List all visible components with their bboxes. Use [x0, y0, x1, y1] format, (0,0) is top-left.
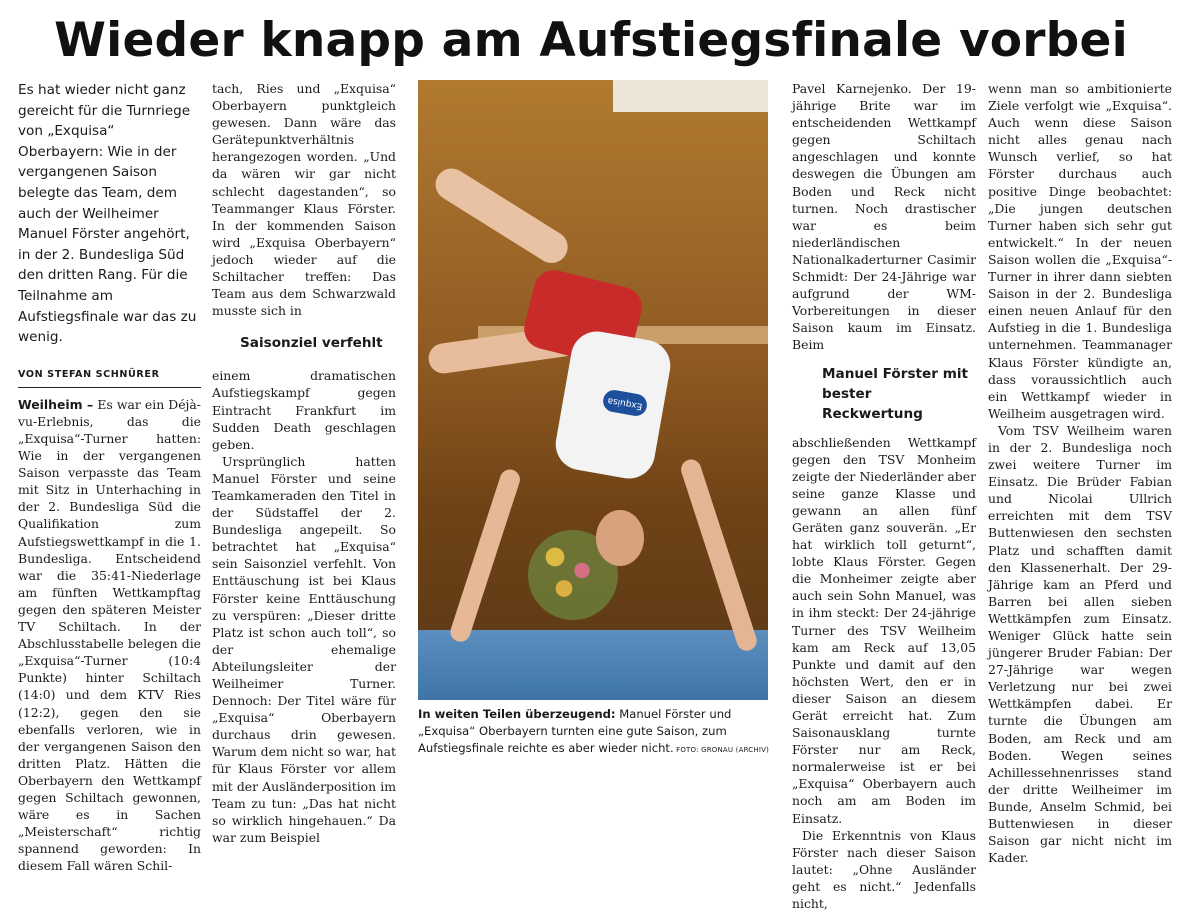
hall-window — [613, 80, 768, 112]
body-paragraph: Pavel Karnejenko. Der 19-jährige Brite war im entscheidenden Wettkampf gegen Schiltach angeschlagen und konnte deswegen die Übungen am Boden und Reck nicht turnen. Noch drastischer war es beim niederländischen Nationalkaderturner Casimir Schmidt: Der 24-Jährige war aufgrund der WM-Vorbereitungen in dieser Saison kaum im Einsatz. Beim — [792, 81, 976, 353]
gymnast-leg — [430, 162, 574, 269]
photo-caption — [418, 706, 770, 759]
photo-credit: FOTO: GRONAU (ARCHIV) — [673, 746, 770, 754]
subheading-reckwertung: Manuel Förster mit bester Reckwertung — [822, 365, 969, 422]
body-paragraph: einem dramatischen Aufstiegskampf gegen Eintracht Frankfurt im Sudden Death geschlagen geben. — [212, 368, 396, 452]
gymnast-photo — [418, 80, 768, 700]
subheading-saisonziel: Saisonziel verfehlt — [240, 335, 383, 352]
column-4 — [792, 80, 976, 912]
gym-floor — [418, 630, 768, 700]
column-2 — [212, 80, 396, 846]
shirt-logo: Exquisa — [601, 388, 648, 417]
body-paragraph — [18, 396, 201, 875]
body-paragraph: Vom TSV Weilheim waren in der 2. Bundesliga noch zwei weitere Turner im Einsatz. Die Brüder Fabian und Nicolai Ullrich erreichten mit dem TSV Buttenwiesen den sechsten Platz und schafften damit den Klassenerhalt. Der 29-Jährige kam an Pferd und Barren bei allen sieben Wettkämpfen zum Einsatz. Weniger Glück hatte sein jüngerer Bruder Fabian: Der 27-Jährige war wegen Verletzung nur bei zwei Wettkämpfen dabei. Er turnte die Übungen am Boden, am Reck und am Boden. Wegen seines Achillessehnenrisses stand der dritte Weilheimer im Bunde, Anselm Schmid, bei Buttenwiesen in dieser Saison gar nicht nicht im Kader. — [988, 422, 1172, 866]
column-1 — [18, 80, 201, 874]
body-paragraph: tach, Ries und „Exquisa“ Oberbayern punktgleich gewesen. Dann wäre das Gerätepunktverhältnis herangezogen worden. „Und da wären wir gar nicht schlecht dagestanden“, so Teammanger Klaus Förster. In der kommenden Saison wird „Exquisa Oberbayern“ jedoch wieder auf die Schiltacher treffen: Das Team aus dem Schwarzwald musste sich in — [212, 81, 396, 319]
body-paragraph: wenn man so ambitionierte Ziele verfolgt wie „Exquisa“. Auch wenn diese Saison nicht alles genau nach Wunsch verlief, so hat Förster durchaus auch positive Dinge beobachtet: „Die jungen deutschen Turner haben sich sehr gut entwickelt.“ In der neuen Saison wollen die „Exquisa“-Turner in ihrer dann siebten Saison in der 2. Bundesliga einen neuen Anlauf für den Aufstieg in die 1. Bundesliga unternehmen. Teammanager Klaus Förster kündigte an, dass voraussichtlich auch ein Wettkampf wieder in Weilheim ausgetragen wird. — [988, 81, 1172, 421]
author-byline: VON STEFAN SCHNÜRER — [18, 366, 201, 388]
gymnast-arm — [678, 457, 759, 653]
gymnast-arm — [448, 467, 523, 644]
body-text: Es war ein Déjà-vu-Erlebnis, das die „Exquisa“-Turner hatten: Wie in der vergangenen Saison verpasste das Team mit Sitz in Unterhaching in der 2. Bundesliga Süd die Qualifikation zum Aufstiegswettkampf in die 1. Bundesliga. Entscheidend war die 35:41-Niederlage am fünften Wettkampftag gegen den späteren Meister TV Schiltach. In der Abschlusstabelle belegen die „Exquisa“-Turner (10:4 Punkte) hinter Schiltach (14:0) und dem KTV Ries (12:2), gegen den sie ebenfalls verloren, wie in der vergangenen Saison den dritten Platz. Hätten die Oberbayern den Wettkampf gegen Schiltach gewonnen, wäre es in Sachen „Meisterschaft“ richtig spannend geworden: In diesem Fall wären Schil- — [18, 396, 201, 874]
dateline: Weilheim – — [18, 396, 94, 412]
body-paragraph: Die Erkenntnis von Klaus Förster nach dieser Saison lautet: „Ohne Ausländer geht es nicht.“ Jedenfalls nicht, — [792, 827, 976, 912]
caption-lead: In weiten Teilen überzeugend: — [418, 707, 616, 721]
body-paragraph: Ursprünglich hatten Manuel Förster und seine Teamkameraden den Titel in der Südstaffel der 2. Bundesliga angepeilt. So betrachtet hat „Exquisa“ sein Saisonziel verfehlt. Von Enttäuschung ist bei Klaus Förster keine Enttäuschung zu verspüren: „Dieser dritte Platz ist schon auch toll“, so der ehemalige Abteilungsleiter der Weilheimer Turner. Dennoch: Der Titel wäre für „Exquisa“ Oberbayern durchaus drin gewesen. Warum dem nicht so war, hat für Klaus Förster vor allem mit der Ausländerposition im Team zu tun: „Das hat nicht so wirklich hingehauen.“ Da war zum Beispiel — [212, 453, 396, 845]
lead-paragraph: Es hat wieder nicht ganz gereicht für die Turnriege von „Exquisa“ Oberbayern: Wie in der vergangenen Saison belegte das Team, dem auch der Weilheimer Manuel Förster angehört, in der 2. Bundesliga Süd den dritten Rang. Für die Teilnahme am Aufstiegsfinale war das zu wenig. — [18, 82, 197, 346]
column-5 — [988, 80, 1172, 866]
body-paragraph: abschließenden Wettkampf gegen den TSV Monheim zeigte der Niederländer aber seine ganze Klasse und gewann an allen fünf Geräten ganz souverän. „Er hat wirklich toll geturnt“, lobte Klaus Förster. Gegen die Monheimer zeigte aber auch sein Sohn Manuel, was in ihm steckt: Der 24-jährige Turner des TSV Weilheim kam am Reck auf 13,05 Punkte und damit auf den höchsten Wert, den er in dieser Saison an diesem Gerät erreicht hat. Zum Saisonausklang turnte Förster nur am Reck, normalerweise ist er bei „Exquisa“ Oberbayern auch noch am am Boden im Einsatz. — [792, 434, 976, 826]
gymnast-head — [596, 510, 644, 566]
caption-text: Manuel Förster und „Exquisa“ Oberbayern turnten eine gute Saison, zum Aufstiegsfinale reichte es aber wieder nicht. — [418, 707, 732, 755]
headline: Wieder knapp am Aufstiegsfinale vorbei — [54, 13, 1128, 68]
